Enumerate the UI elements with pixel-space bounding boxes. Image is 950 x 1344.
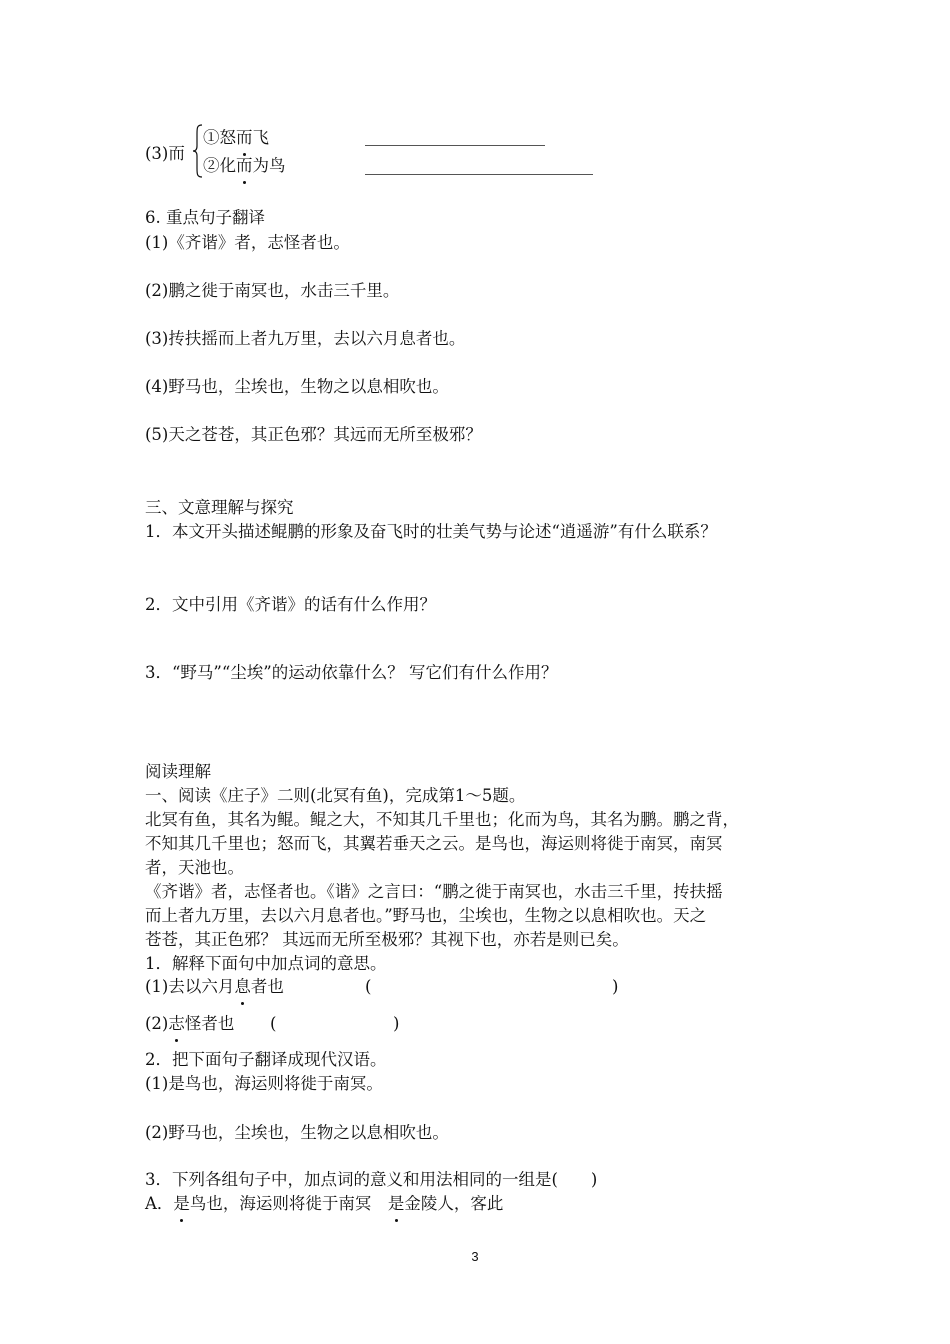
reading-q2-item-1: (1)是鸟也，海运则将徙于南冥。 xyxy=(145,1074,383,1093)
answer-blank-1[interactable] xyxy=(365,145,545,146)
paren-close: ) xyxy=(612,977,619,996)
reading-q1-heading: 1．解释下面句中加点词的意思。 xyxy=(145,954,387,973)
comprehension-q3: 3．“野马”“尘埃”的运动依靠什么？ 写它们有什么作用？ xyxy=(145,663,558,682)
section-heading-translation: 6. 重点句子翻译 xyxy=(145,208,265,227)
reading-q3-heading: 3．下列各组句子中，加点词的意义和用法相同的一组是( ) xyxy=(145,1170,598,1189)
answer-blank-2[interactable] xyxy=(365,174,593,175)
section-heading-comprehension: 三、文意理解与探究 xyxy=(145,498,294,517)
q5-item-2: ②化而为鸟 xyxy=(203,154,286,178)
passage-line: 者，天池也。 xyxy=(145,858,244,877)
q5-item-1: ①怒而飞 xyxy=(203,126,269,150)
reading-q1-item-2: (2)志怪者也 xyxy=(145,1012,234,1036)
passage-line: 《齐谐》者，志怪者也。《谐》之言曰：“鹏之徙于南冥也，水击三千里，抟扶摇 xyxy=(145,882,723,901)
section-heading-reading: 阅读理解 xyxy=(145,762,211,781)
translation-item-1: (1)《齐谐》者，志怪者也。 xyxy=(145,233,350,252)
paren-open: ( xyxy=(365,977,372,996)
translation-item-4: (4)野马也，尘埃也，生物之以息相吹也。 xyxy=(145,377,449,396)
paren-close: ) xyxy=(393,1014,400,1033)
reading-q2-heading: 2．把下面句子翻译成现代汉语。 xyxy=(145,1050,387,1069)
passage-line: 不知其几千里也；怒而飞，其翼若垂天之云。是鸟也，海运则将徙于南冥，南冥 xyxy=(145,834,723,853)
q5-label: (3)而 xyxy=(145,144,185,163)
translation-item-5: (5)天之苍苍，其正色邪？其远而无所至极邪？ xyxy=(145,425,482,444)
translation-item-3: (3)抟扶摇而上者九万里，去以六月息者也。 xyxy=(145,329,466,348)
brace-icon xyxy=(193,124,203,178)
reading-q2-item-2: (2)野马也，尘埃也，生物之以息相吹也。 xyxy=(145,1123,449,1142)
passage-line: 北冥有鱼，其名为鲲。鲲之大，不知其几千里也；化而为鸟，其名为鹏。鹏之背， xyxy=(145,810,739,829)
page-number: 3 xyxy=(471,1249,479,1264)
paren-open: ( xyxy=(270,1014,277,1033)
comprehension-q1: 1．本文开头描述鲲鹏的形象及奋飞时的壮美气势与论述“逍遥游”有什么联系？ xyxy=(145,522,717,541)
translation-item-2: (2)鹏之徙于南冥也，水击三千里。 xyxy=(145,281,400,300)
passage-line: 而上者九万里，去以六月息者也。”野马也，尘埃也，生物之以息相吹也。天之 xyxy=(145,906,707,925)
passage-line: 苍苍，其正色邪？ 其远而无所至极邪？其视下也，亦若是则已矣。 xyxy=(145,930,629,949)
comprehension-q2: 2．文中引用《齐谐》的话有什么作用？ xyxy=(145,595,436,614)
reading-q3-option-a: A．是鸟也，海运则将徙于南冥 是金陵人，客此 xyxy=(145,1192,503,1216)
reading-q1-item-1: (1)去以六月息者也 xyxy=(145,975,284,999)
reading-intro: 一、阅读《庄子》二则(北冥有鱼)，完成第1～5题。 xyxy=(145,786,526,805)
